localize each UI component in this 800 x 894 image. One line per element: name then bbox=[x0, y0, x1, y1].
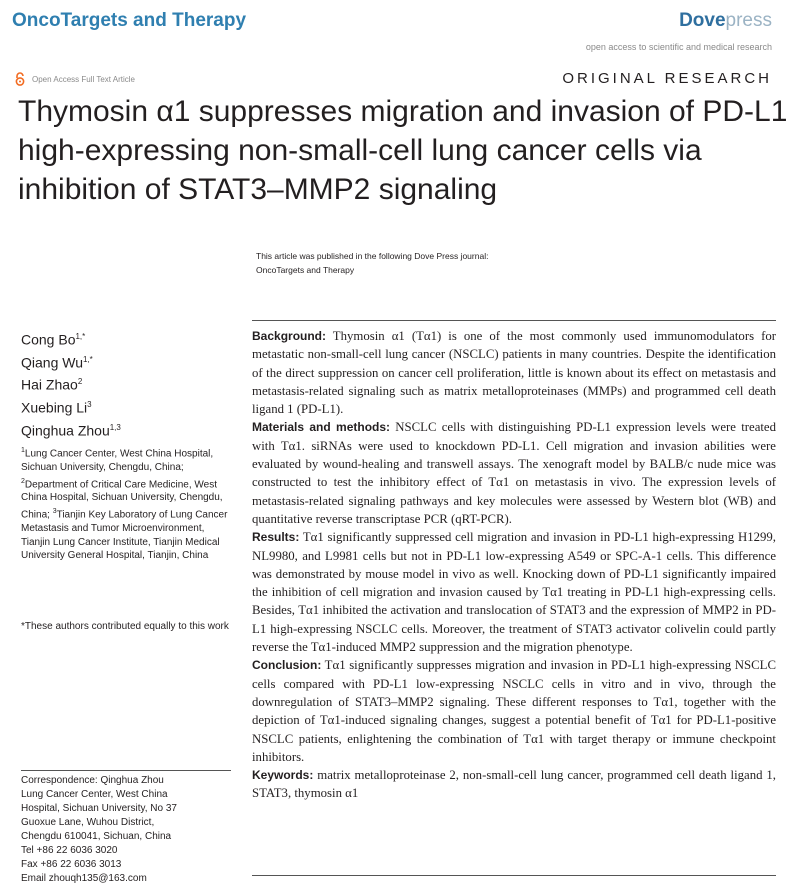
section-text: NSCLC cells with distinguishing PD-L1 expression levels were treated with Tα1. siRNAs were used to knockdown PD-L1. Cell migration and invasion abilities were evaluated by wound-healing and transwell assays. The xenograft model by BALB/c nude mice was constructed to test the inhibitory effect of Tα1 on metastasis in vivo. The expression levels of metastasis-related signaling pathways and key molecules were assessed by Western blot (WB) and quantitative reverse transcriptase PCR (qRT-PCR). bbox=[252, 420, 777, 526]
affiliation-sup: 3 bbox=[52, 508, 57, 516]
correspondence-fax: Fax +86 22 6036 3013 bbox=[21, 859, 122, 870]
correspondence-phone: Tel +86 22 6036 3020 bbox=[21, 845, 118, 856]
author bbox=[21, 418, 121, 441]
author-affiliation-sup: 1,* bbox=[75, 332, 86, 341]
affiliation-sup: 1 bbox=[21, 447, 25, 454]
affiliation: Lung Cancer Center, West China Hospital, Sichuan University, Chengdu, China; bbox=[21, 448, 214, 473]
author-name: Cong Bo bbox=[21, 331, 76, 348]
abstract-bottom-rule bbox=[252, 875, 776, 876]
section-label: Results: bbox=[252, 530, 300, 545]
correspondence-line: Correspondence: Qinghua Zhou bbox=[21, 775, 164, 786]
publisher-tagline: open access to scientific and medical research bbox=[585, 42, 772, 52]
publication-note-line: This article was published in the following Dove Press journal: bbox=[256, 251, 489, 261]
section-text: Tα1 significantly suppresses migration and invasion in PD-L1 high-expressing NSCLC cells compared with PD-L1 low-expressing NSCLC cells in vitro and in vivo, through the downregulation of STAT3–MMP2 signaling. These different responses to Tα1, together with the depiction of Tα1-induced signaling changes, suggest a potential benefit of Tα1 for PD-L1-positive NSCLC patients, enlightening the combination of Tα1 with target therapy or immune checkpoint inhibitors. bbox=[252, 658, 776, 764]
author-list bbox=[21, 327, 121, 440]
abstract-top-rule bbox=[252, 320, 776, 321]
author bbox=[21, 327, 121, 350]
publisher-logo bbox=[679, 10, 772, 32]
publication-note bbox=[256, 249, 488, 277]
publisher-press: press bbox=[725, 10, 772, 31]
affiliations bbox=[21, 444, 236, 563]
abstract-background bbox=[252, 327, 776, 418]
author-name: Qiang Wu bbox=[21, 354, 83, 371]
correspondence-email[interactable]: Email zhouqh135@163.com bbox=[21, 873, 147, 884]
author bbox=[21, 395, 121, 418]
affiliation-sup: 2 bbox=[21, 477, 25, 485]
correspondence-line: Lung Cancer Center, West China bbox=[21, 789, 168, 800]
abstract-results bbox=[252, 528, 776, 656]
author-affiliation-sup: 1,* bbox=[83, 354, 93, 364]
correspondence-line: Hospital, Sichuan University, No 37 bbox=[21, 803, 177, 814]
abstract bbox=[252, 327, 776, 803]
equal-contribution-note: *These authors contributed equally to this work bbox=[21, 621, 229, 632]
author-name: Xuebing Li bbox=[21, 399, 88, 416]
author-affiliation-sup: 3 bbox=[87, 399, 92, 409]
publisher-dove: Dove bbox=[679, 10, 726, 31]
section-label: Conclusion: bbox=[252, 658, 322, 673]
author-affiliation-sup: 2 bbox=[77, 377, 83, 387]
section-text: Thymosin α1 (Tα1) is one of the most commonly used immunomodulators for metastatic non-small-cell lung cancer (NSCLC) patients in many countries. Despite the identification of the direct suppression on cancer cell proliferation, little is known about its effect on metastasis and metastasis-related signaling such as matrix metalloproteinases (MMPs) and programmed cell death ligand 1 (PD-L1). bbox=[252, 329, 776, 417]
author bbox=[21, 350, 121, 373]
correspondence-line: Guoxue Lane, Wuhou District, bbox=[21, 817, 155, 828]
author-name: Hai Zhao bbox=[21, 376, 78, 393]
journal-name: OncoTargets and Therapy bbox=[12, 10, 247, 31]
author bbox=[21, 372, 121, 395]
affiliation: Tianjin Key Laboratory of Lung Cancer Metastasis and Tumor Microenvironment, Tianjin Lung Cancer Institute, Tianjin Medical University General Hospital, Tianjin, China bbox=[21, 509, 228, 562]
author-name: Qinghua Zhou bbox=[21, 422, 110, 439]
abstract-methods bbox=[252, 418, 776, 528]
correspondence-line: Chengdu 610041, Sichuan, China bbox=[21, 831, 172, 842]
section-label: Background: bbox=[252, 329, 327, 343]
affiliation: Department of Critical Care Medicine, West China Hospital, Sichuan University, Chengdu, China; bbox=[21, 478, 223, 521]
section-label: Keywords: bbox=[252, 768, 314, 783]
correspondence-block bbox=[21, 770, 231, 886]
article-title: Thymosin α1 suppresses migration and invasion of PD-L1 high-expressing non-small-cell lung cancer cells via inhibition of STAT3–MMP2 signaling bbox=[18, 95, 788, 206]
section-label: Materials and methods: bbox=[252, 420, 391, 435]
publication-note-journal: OncoTargets and Therapy bbox=[256, 265, 355, 275]
abstract-keywords bbox=[252, 766, 776, 803]
author-affiliation-sup: 1,3 bbox=[109, 422, 121, 432]
open-lock-icon bbox=[14, 72, 26, 86]
section-text: Tα1 significantly suppressed cell migration and invasion in PD-L1 high-expressing H1299, NL9980, and L9981 cells but not in PD-L1 low-expressing A549 or SPC-A-1 cells. This difference was demonstrated by mouse model in vivo as well. Knocking down of PD-L1 significantly impaired the inhibition of cell migration and invasion caused by Tα1 treating in PD-L1 high-expressing cells. Besides, Tα1 inhibited the activation and translocation of STAT3 and the expression of MMP2 in PD-L1 high-expressing NSCLC cells. Moreover, the treatment of STAT3 activator colivelin could partly reverse the Tα1-induced MMP2 suppression and the migration phenotype. bbox=[252, 530, 776, 655]
article-type: ORIGINAL RESEARCH bbox=[562, 70, 772, 87]
open-access-label bbox=[14, 72, 135, 86]
open-access-text: Open Access Full Text Article bbox=[32, 74, 136, 84]
abstract-conclusion bbox=[252, 656, 776, 766]
section-text: matrix metalloproteinase 2, non-small-cell lung cancer, programmed cell death ligand 1, STAT3, thymosin α1 bbox=[252, 768, 776, 801]
